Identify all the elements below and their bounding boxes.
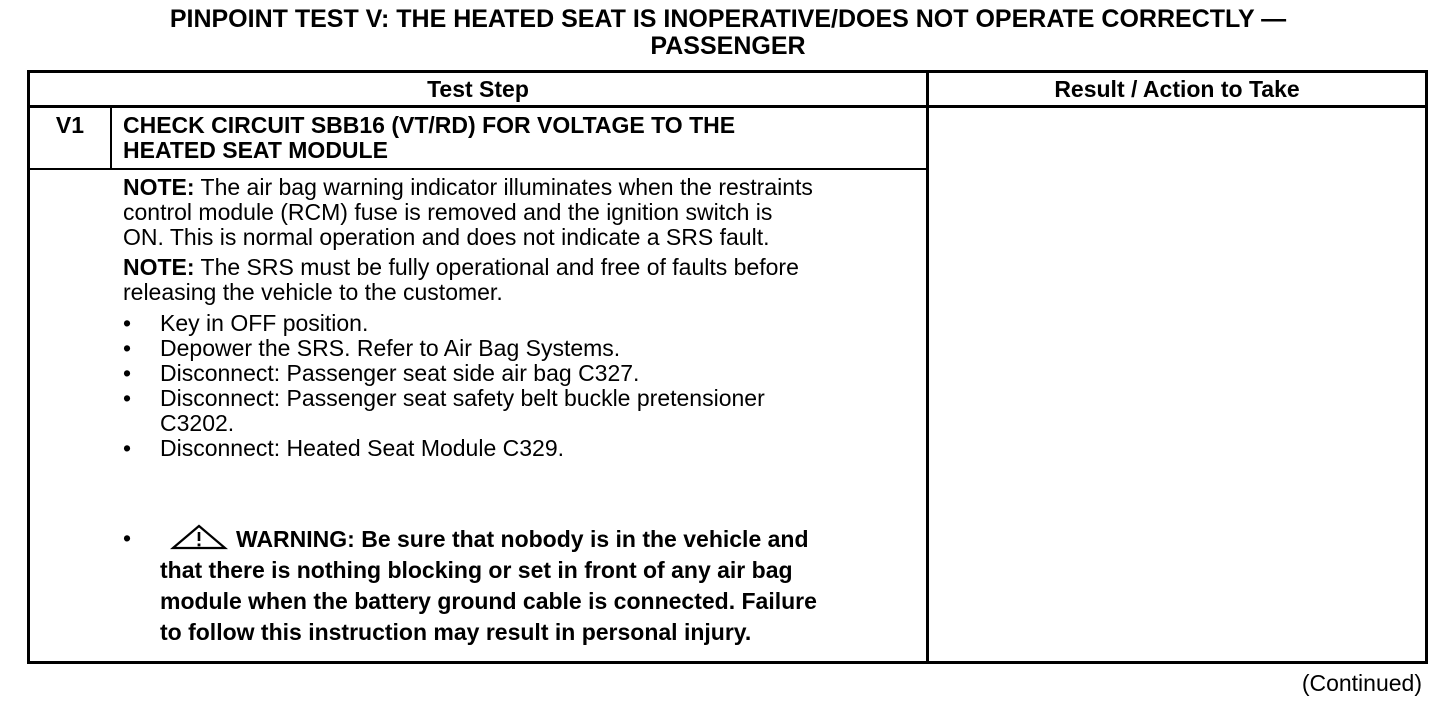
step-id: V1 [55,112,85,138]
column-divider [926,70,929,664]
warning-triangle-icon [170,523,228,551]
header-divider [27,105,1428,108]
bullet-icon: • [123,525,132,551]
step-title [123,113,903,163]
header-test-step: Test Step [427,76,529,102]
list-item [123,436,913,461]
list-item [123,386,913,436]
note-text-line: The air bag warning indicator illuminates when the restraints [194,174,813,200]
header-result-action: Result / Action to Take [1054,76,1300,102]
continued-label: (Continued) [1301,670,1422,696]
list-item-text: Disconnect: Passenger seat side air bag C327. [160,360,640,386]
page-title-line-1: PINPOINT TEST V: THE HEATED SEAT IS INOPERATIVE/DOES NOT OPERATE CORRECTLY — [169,5,1287,33]
page-title [0,6,1456,60]
list-item-text: C3202. [160,410,235,436]
list-item [123,336,913,361]
bullet-icon: • [123,335,132,361]
step-title-line-2: HEATED SEAT MODULE [123,137,388,163]
note-text-line: The SRS must be fully operational and free of faults before [194,254,799,280]
list-item-text: Disconnect: Heated Seat Module C329. [160,435,565,461]
bullet-icon: • [123,310,132,336]
warning-text-line: WARNING: Be sure that nobody is in the vehicle and [160,523,913,555]
warning-text-line: that there is nothing blocking or set in front of any air bag [160,557,793,583]
note-label: NOTE: [123,174,195,200]
note-label: NOTE: [123,254,195,280]
note-text-line: control module (RCM) fuse is removed and the ignition switch is [123,199,773,225]
list-item [123,311,913,336]
note-text-line: ON. This is normal operation and does not indicate a SRS fault. [123,224,770,250]
page-title-line-2: PASSENGER [650,32,806,60]
warning-text-line: to follow this instruction may result in personal injury. [160,619,752,645]
bullet-icon: • [123,435,132,461]
list-item-text: Depower the SRS. Refer to Air Bag Systems. [160,335,621,361]
note-text-line: releasing the vehicle to the customer. [123,279,503,305]
bullet-icon: • [123,385,132,411]
note-airbag-indicator [123,175,913,250]
step-title-line-1: CHECK CIRCUIT SBB16 (VT/RD) FOR VOLTAGE TO THE [123,112,736,138]
warning-text-line: module when the battery ground cable is connected. Failure [160,588,817,614]
warning-item [123,523,913,648]
step-title-divider [29,168,927,170]
bullet-icon: • [123,360,132,386]
list-item-text: Disconnect: Passenger seat safety belt buckle pretensioner [160,385,765,411]
note-srs-operational [123,255,913,305]
list-item-text: Key in OFF position. [160,310,369,336]
procedure-list [123,311,913,461]
step-id-divider [110,107,112,169]
list-item [123,361,913,386]
